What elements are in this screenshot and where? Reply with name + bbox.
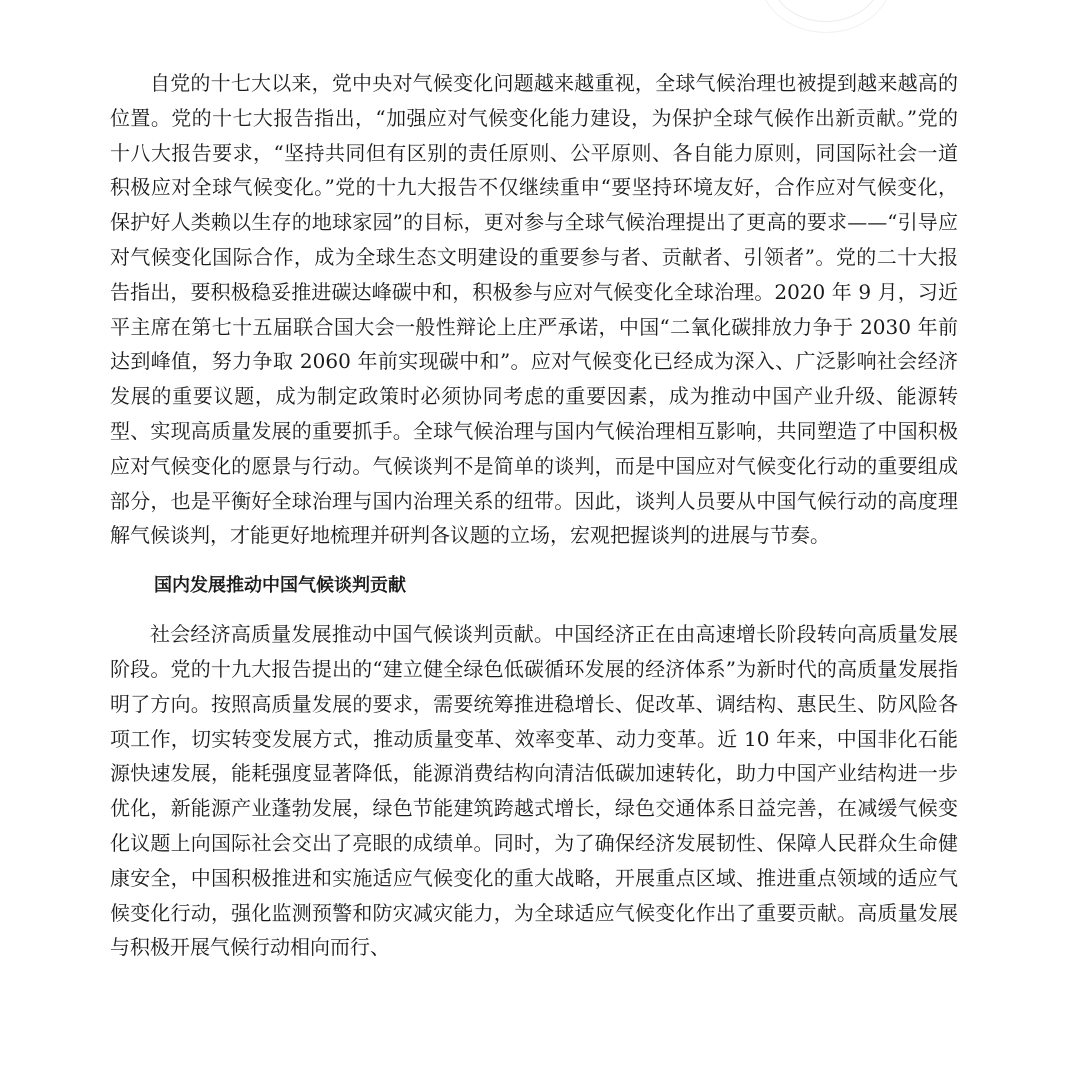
intro-paragraph: 自党的十七大以来，党中央对气候变化问题越来越重视，全球气候治理也被提到越来越高的位置。党的十七大报告指出，“加强应对气候变化能力建设，为保护全球气候作出新贡献。”党的十八大报告要求，“坚持共同但有区别的责任原则、公平原则、各自能力原则，同国际社会一道积极应对全球气候变化。”党的十九大报告不仅继续重申“要坚持环境友好，合作应对气候变化，保护好人类赖以生存的地球家园”的目标，更对参与全球气候治理提出了更高的要求——“引导应对气候变化国际合作，成为全球生态文明建设的重要参与者、贡献者、引领者”。党的二十大报告指出，要积极稳妥推进碳达峰碳中和，积极参与应对气候变化全球治理。2020 年 9 月，习近平主席在第七十五届联合国大会一般性辩论上庄严承诺，中国“二氧化碳排放力争于 2030 年前达到峰值，努力争取 2060 年前实现碳中和”。应对气候变化已经成为深入、广泛影响社会经济发展的重要议题，成为制定政策时必须协同考虑的重要因素，成为推动中国产业升级、能源转型、实现高质量发展的重要抓手。全球气候治理与国内气候治理相互影响，共同塑造了中国积极应对气候变化的愿景与行动。气候谈判不是简单的谈判，而是中国应对气候变化行动的重要组成部分，也是平衡好全球治理与国内治理关系的纽带。因此，谈判人员要从中国气候行动的高度理解气候谈判，才能更好地梳理并研判各议题的立场，宏观把握谈判的进展与节奏。 <box>110 71 958 548</box>
seal-watermark <box>770 0 882 22</box>
section-heading: 国内发展推动中国气候谈判贡献 <box>154 575 406 597</box>
section-paragraph: 社会经济高质量发展推动中国气候谈判贡献。中国经济正在由高速增长阶段转向高质量发展阶段。党的十九大报告提出的“建立健全绿色低碳循环发展的经济体系”为新时代的高质量发展指明了方向。按照高质量发展的要求，需要统筹推进稳增长、促改革、调结构、惠民生、防风险各项工作，切实转变发展方式，推动质量变革、效率变革、动力变革。近 10 年来，中国非化石能源快速发展，能耗强度显著降低，能源消费结构向清洁低碳加速转化，助力中国产业结构进一步优化，新能源产业蓬勃发展，绿色节能建筑跨越式增长，绿色交通体系日益完善，在减缓气候变化议题上向国际社会交出了亮眼的成绩单。同时，为了确保经济发展韧性、保障人民群众生命健康安全，中国积极推进和实施适应气候变化的重大战略，开展重点区域、推进重点领域的适应气候变化行动，强化监测预警和防灾减灾能力，为全球适应气候变化作出了重要贡献。高质量发展与积极开展气候行动相向而行、 <box>110 622 958 960</box>
document-body <box>110 66 958 965</box>
